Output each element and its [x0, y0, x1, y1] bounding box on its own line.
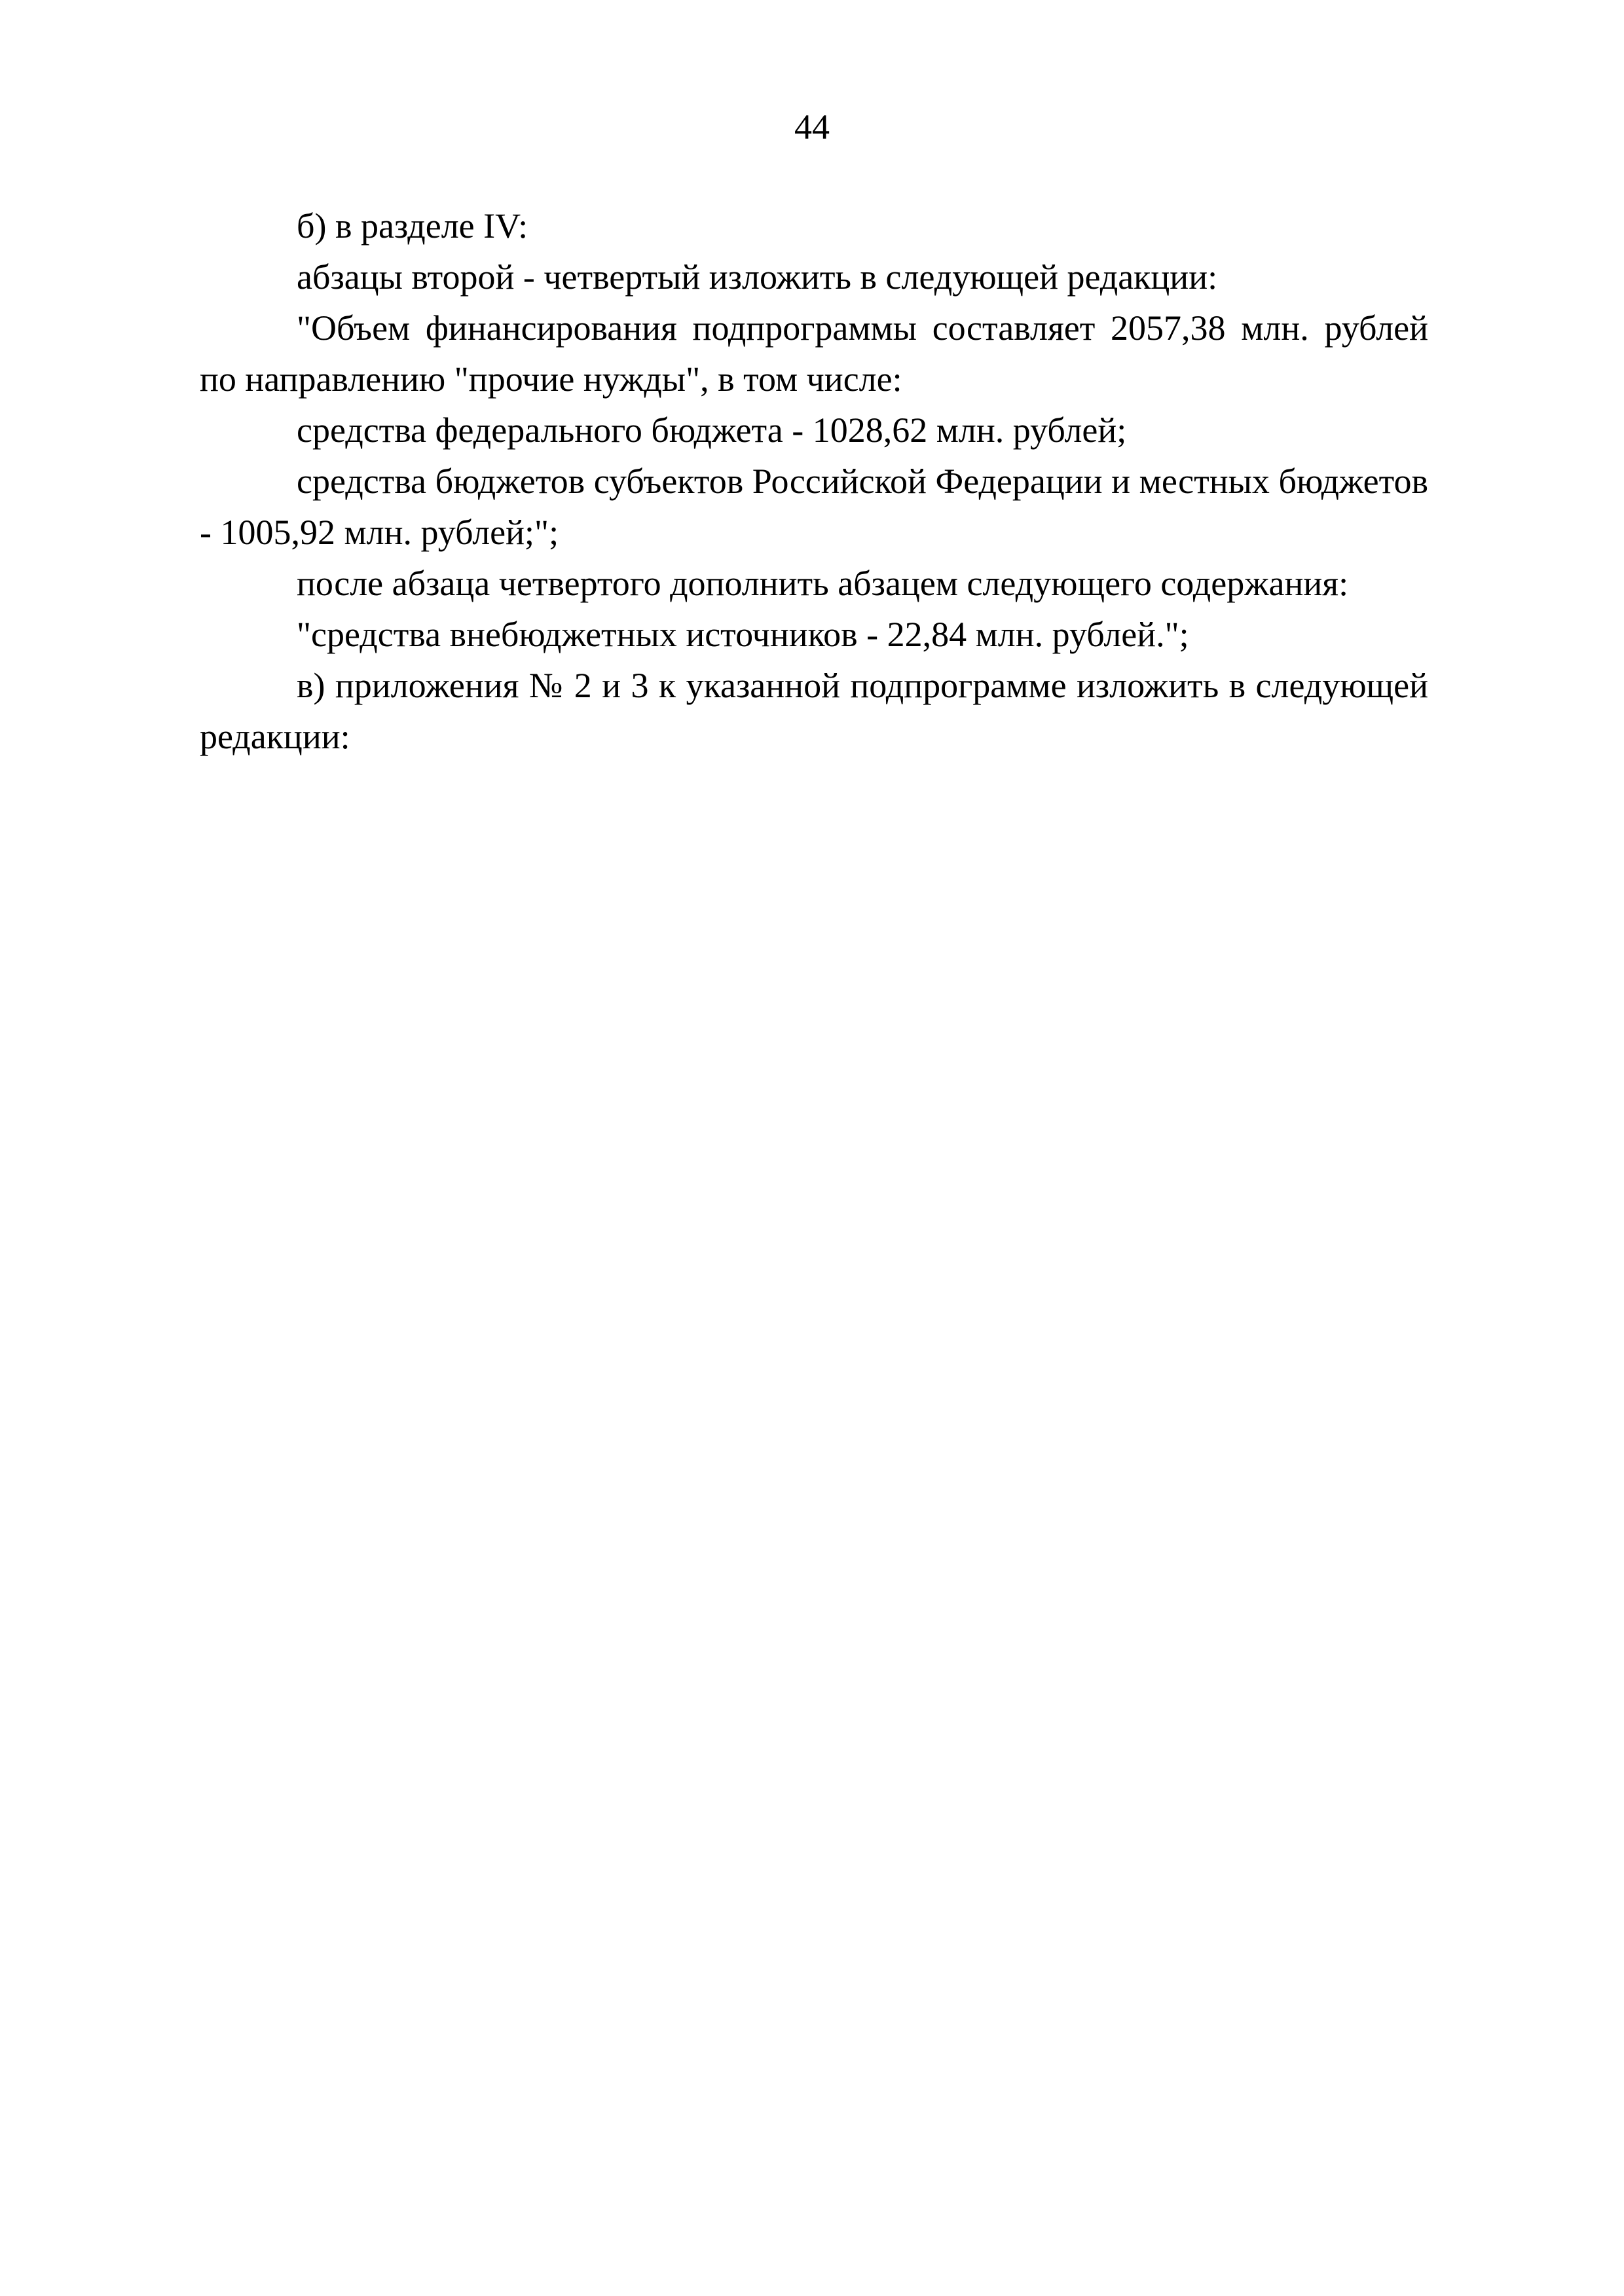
document-body: [200, 200, 1428, 762]
paragraph-section-v: в) приложения № 2 и 3 к указанной подпрограмме изложить в следующей редакции:: [200, 666, 1428, 756]
paragraph-section-b: б) в разделе IV:: [297, 206, 528, 246]
paragraph-federal-budget: средства федерального бюджета - 1028,62 млн. рублей;: [297, 410, 1127, 450]
paragraph-regional-budgets: средства бюджетов субъектов Российской Федерации и местных бюджетов - 1005,92 млн. рублей;";: [200, 462, 1428, 552]
paragraph-abzacy-edit: абзацы второй - четвертый изложить в следующей редакции:: [297, 257, 1218, 297]
page-number: 44: [794, 107, 830, 147]
paragraph-add-abzac: после абзаца четвертого дополнить абзацем следующего содержания:: [297, 564, 1349, 603]
paragraph-extrabudgetary: "средства внебюджетных источников - 22,84 млн. рублей.";: [297, 615, 1189, 654]
paragraph-financing-total: "Объем финансирования подпрограммы составляет 2057,38 млн. рублей по направлению "прочие нужды", в том числе:: [200, 308, 1428, 399]
